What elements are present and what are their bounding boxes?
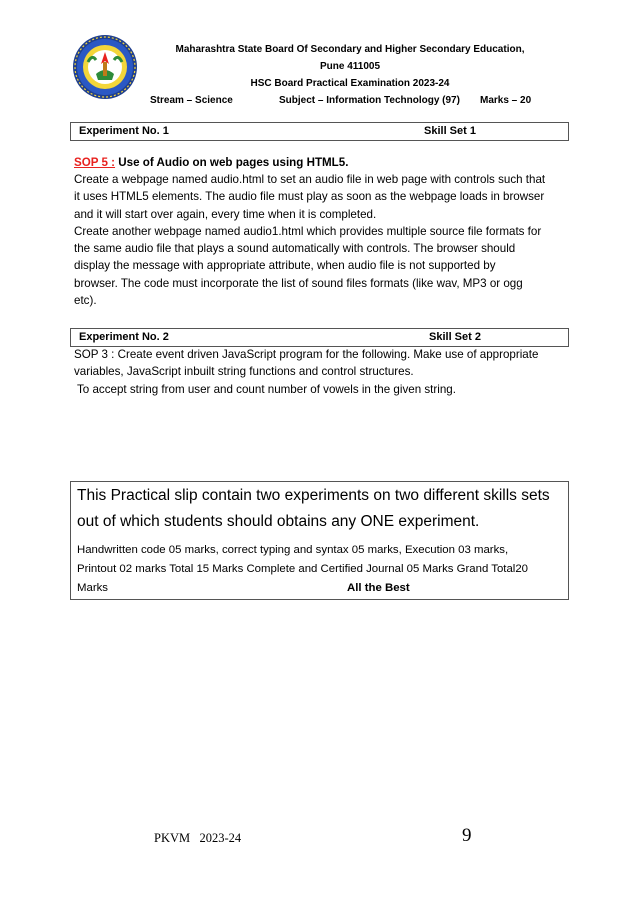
experiment-2-header	[70, 328, 569, 347]
header-marks: Marks – 20	[480, 95, 532, 106]
marks-word: Marks	[77, 582, 109, 594]
experiment-2-body	[74, 346, 566, 398]
instructions-line: out of which students should obtains any ONE experiment.	[77, 513, 480, 530]
experiment-1-title: Experiment No. 1	[79, 125, 169, 137]
header-city: Pune 411005	[319, 61, 381, 72]
experiment-2-title: Experiment No. 2	[79, 331, 169, 343]
header-subject: Subject – Information Technology (97)	[279, 95, 460, 106]
sop5-title: Use of Audio on web pages using HTML5.	[118, 156, 349, 169]
marks-line: Handwritten code 05 marks, correct typing and syntax 05 marks, Execution 03 marks,	[77, 544, 509, 556]
marks-breakdown	[77, 541, 565, 598]
experiment-2-skill: Skill Set 2	[429, 331, 481, 343]
body-line: browser. The code must incorporate the list of sound files formats (like wav, MP3 or ogg	[74, 276, 523, 290]
body-line: Create a webpage named audio.html to set an audio file in web page with controls such that	[74, 173, 546, 186]
all-the-best: All the Best	[347, 582, 410, 594]
body-line: etc).	[74, 294, 97, 308]
body-line: it uses HTML5 elements. The audio file must play as soon as the webpage loads in browser	[74, 190, 545, 204]
body-line: Create another webpage named audio1.html which provides multiple source file formats for	[74, 224, 542, 238]
marks-last-line	[77, 579, 565, 598]
instructions-line: This Practical slip contain two experiments on two different skills sets	[77, 487, 550, 504]
body-line: SOP 3 : Create event driven JavaScript program for the following. Make use of appropriate	[74, 348, 539, 361]
marks-line: Printout 02 marks Total 15 Marks Complete and Certified Journal 05 Marks Grand Total20	[77, 563, 528, 575]
sop5-heading	[74, 154, 566, 171]
body-line: and it will start over again, every time when it is completed.	[74, 207, 377, 221]
page-number: 9	[462, 825, 472, 846]
body-line: To accept string from user and count number of vowels in the given string.	[74, 382, 456, 396]
header-stream: Stream – Science	[150, 95, 233, 106]
body-line: variables, JavaScript inbuilt string functions and control structures.	[74, 365, 414, 379]
sop5-label: SOP 5 :	[74, 156, 116, 169]
experiment-1-skill: Skill Set 1	[424, 125, 476, 137]
board-seal-logo	[72, 34, 138, 100]
experiment-1-body	[74, 171, 566, 309]
experiment-1-header	[70, 122, 569, 141]
body-line: the same audio file that plays a sound automatically with controls. The browser should	[74, 242, 516, 256]
footer-institution-year: PKVM 2023-24	[154, 831, 242, 845]
header-exam: HSC Board Practical Examination 2023-24	[250, 78, 450, 89]
instructions-main-text	[77, 483, 565, 535]
body-line: display the message with appropriate attribute, when audio file is not supported by	[74, 259, 496, 273]
header-board-name: Maharashtra State Board Of Secondary and Higher Secondary Education,	[175, 44, 525, 55]
